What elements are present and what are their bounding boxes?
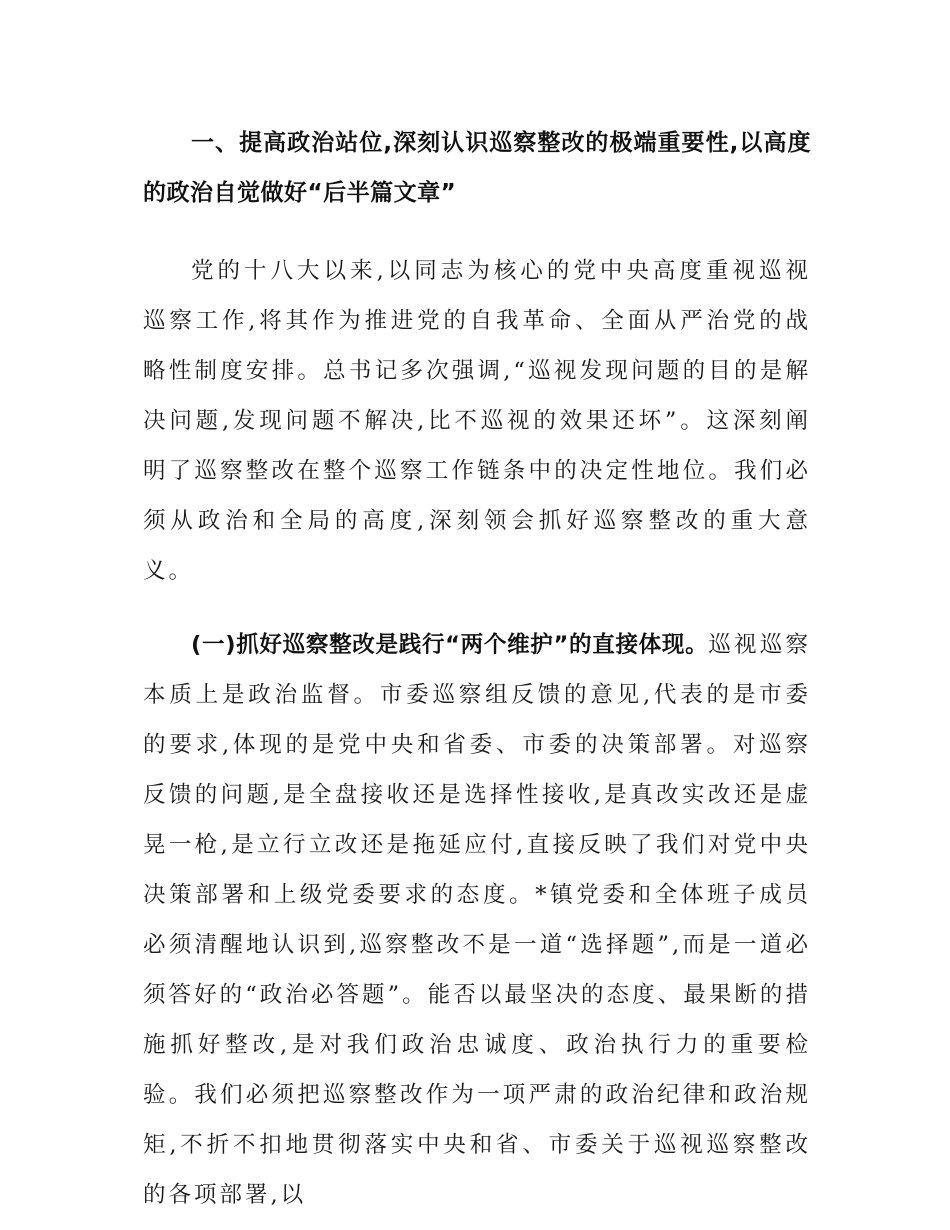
paragraph-intro: 党的十八大以来,以同志为核心的党中央高度重视巡视巡察工作,将其作为推进党的自我革命、全面从严治党的战略性制度安排。总书记多次强调,“巡视发现问题的目的是解决问题,发现问题不解决,比不巡视的效果还坏”。这深刻阐明了巡察整改在整个巡察工作链条中的决定性地位。我们必须从政治和全局的高度,深刻领会抓好巡察整改的重大意义。 <box>143 258 811 584</box>
document-body <box>143 118 811 1220</box>
subsection-body: 巡视巡察本质上是政治监督。市委巡察组反馈的意见,代表的是市委的要求,体现的是党中央和省委、市委的决策部署。对巡察反馈的问题,是全盘接收还是选择性接收,是真改实改还是虚晃一枪,是立行立改还是拖延应付,直接反映了我们对党中央决策部署和上级党委要求的态度。*镇党委和全体班子成员必须清醒地认识到,巡察整改不是一道“选择题”,而是一道必须答好的“政治必答题”。能否以最坚决的态度、最果断的措施抓好整改,是对我们政治忠诚度、政治执行力的重要检验。我们必须把巡察整改作为一项严肃的政治纪律和政治规矩,不折不扣地贯彻落实中央和省、市委关于巡视巡察整改的各项部署,以 <box>143 632 811 1208</box>
section-heading: 一、提高政治站位,深刻认识巡察整改的极端重要性,以高度的政治自觉做好“后半篇文章” <box>143 130 811 206</box>
subsection-lead: (一)抓好巡察整改是践行“两个维护”的直接体现。 <box>191 632 709 658</box>
paragraph-subsection-1 <box>143 620 811 1220</box>
